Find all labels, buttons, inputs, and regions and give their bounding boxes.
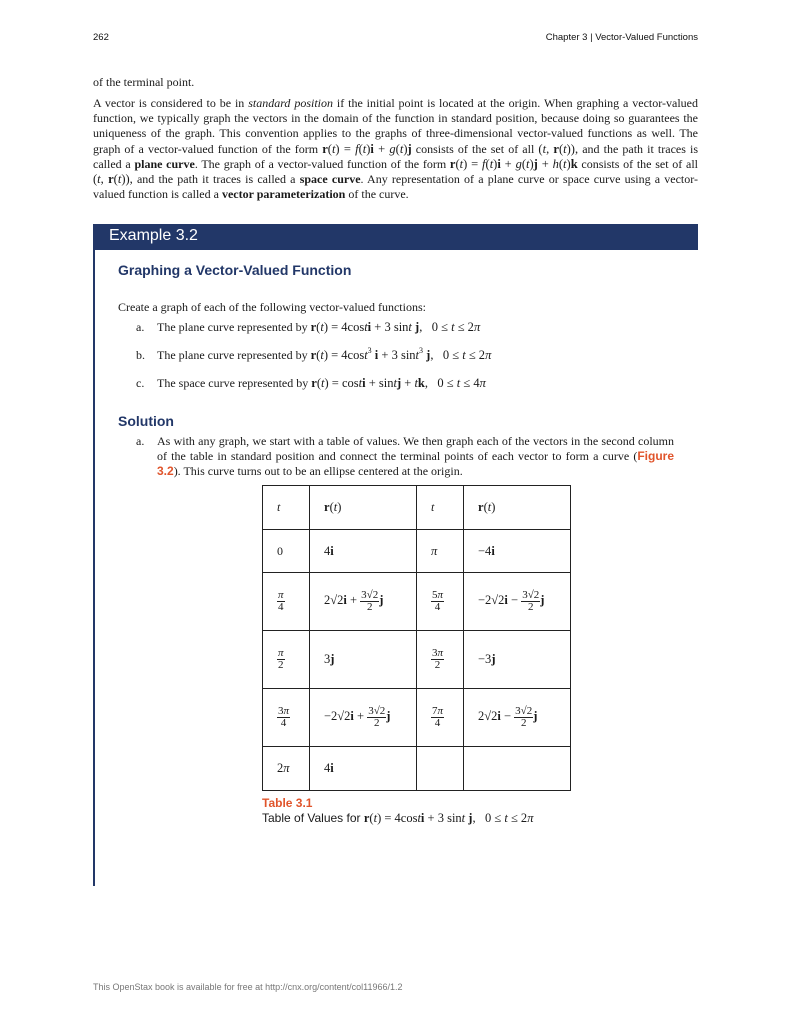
paragraph-continuation: of the terminal point. — [93, 75, 195, 89]
list-text: The plane curve represented by — [157, 320, 311, 334]
caption-text: Table of Values for — [262, 811, 364, 825]
list-item — [136, 320, 480, 335]
table-row — [263, 689, 571, 747]
math-space-form: r(t) = f(t)i + g(t)j + h(t)k — [449, 156, 578, 171]
cell-t: 0 — [263, 530, 310, 573]
term-plane-curve: plane curve — [134, 156, 195, 171]
table-row — [263, 747, 571, 791]
text: ). This curve turns out to be an ellipse centered at the origin. — [173, 464, 463, 478]
table-caption-label: Table 3.1 — [262, 796, 313, 810]
caption-math: r(t) = 4costi + 3 sint j, 0 ≤ t ≤ 2π — [363, 811, 534, 825]
cell-r: −4i — [464, 530, 571, 573]
solution-text — [157, 434, 674, 479]
list-label: a. — [136, 434, 145, 448]
cell-r — [464, 747, 571, 791]
math-expression: r(t) = 4cost$^3$ i + 3 sint$^3$ j, 0 ≤ t ≤ 2π — [310, 346, 492, 362]
cell-t: $\frac{5\pi}{4}$ — [417, 573, 464, 631]
table-row — [263, 573, 571, 631]
list-label: a. — [136, 320, 145, 334]
cell-r: 4i — [310, 530, 417, 573]
math-expression: r(t) = 4costi + 3 sint j, 0 ≤ t ≤ 2π — [310, 320, 481, 334]
cell-t: $\frac{7\pi}{4}$ — [417, 689, 464, 747]
table-row — [263, 631, 571, 689]
list-item — [136, 348, 491, 363]
term-vector-parameterization: vector parameterization — [221, 187, 346, 202]
header-cell: r(t) — [310, 486, 417, 530]
cell-r: 2√2i + $\frac{3√2}{2}$ j — [310, 573, 417, 631]
chapter-title: Chapter 3 | Vector-Valued Functions — [545, 32, 698, 43]
cell-r: 3j — [310, 631, 417, 689]
example-left-rule — [93, 250, 95, 886]
list-label: c. — [136, 376, 145, 390]
math-plane-form: r(t) = f(t)i + g(t)j — [322, 141, 412, 156]
text: . The graph of a vector-valued function of the form — [194, 156, 450, 171]
cell-t: 2π — [263, 747, 310, 791]
list-item — [136, 376, 486, 391]
list-label: b. — [136, 348, 145, 362]
page-footer: This OpenStax book is available for free at http://cnx.org/content/col11966/1.2 — [93, 982, 403, 992]
list-text: The plane curve represented by — [157, 348, 311, 362]
text: if the initial point is located at the origin. When graphing a vector-valued function, we typically graph the vectors in the domain of the function in standard position, because doing so guarantees the uniqueness of the graph. This convention applies to the graphs of three-dimensional vector-valued functions as well. The graph of a vector-valued function of the form — [93, 96, 699, 156]
cell-r: −2√2i + $\frac{3√2}{2}$ j — [310, 689, 417, 747]
text: and the path it traces is called a — [93, 141, 699, 171]
paragraph-standard-position — [93, 96, 698, 202]
text: consists of the set of all — [411, 141, 539, 156]
cell-r: −3j — [464, 631, 571, 689]
cell-r: 2√2i − $\frac{3√2}{2}$ j — [464, 689, 571, 747]
cell-r: −2√2i − $\frac{3√2}{2}$ j — [464, 573, 571, 631]
term-standard-position: standard position — [248, 96, 333, 110]
solution-heading: Solution — [118, 413, 174, 429]
example-intro: Create a graph of each of the following vector-valued functions: — [118, 300, 426, 314]
cell-t: $\frac{3\pi}{2}$ — [417, 631, 464, 689]
table-caption — [262, 811, 533, 826]
example-subtitle: Graphing a Vector-Valued Function — [118, 262, 352, 278]
cell-t — [417, 747, 464, 791]
example-header — [93, 224, 698, 250]
text: of the curve. — [345, 187, 409, 202]
page-number: 262 — [93, 32, 109, 43]
term-space-curve: space curve — [299, 172, 361, 187]
table-header-row — [263, 486, 571, 530]
text: and the path it traces is called a — [132, 172, 300, 187]
text: As with any graph, we start with a table of values. We then graph each of the vectors in the second column of the table in standard position and connect the terminal points of each vector to form a curve ( — [157, 434, 674, 463]
math-set: (t, r(t)), — [538, 141, 579, 156]
figure-link[interactable]: Figure 3.2 — [157, 449, 674, 478]
text: . Any representation of a plane curve or space curve using a vector-valued function is called a — [93, 172, 699, 202]
header-cell: t — [417, 486, 464, 530]
cell-t: $\frac{\pi}{4}$ — [263, 573, 310, 631]
example-title: Example 3.2 — [109, 227, 198, 244]
solution-item-a — [136, 434, 674, 479]
text: A vector is considered to be in — [93, 96, 249, 110]
text: consists of the set of all — [577, 156, 698, 171]
cell-t: π — [417, 530, 464, 573]
cell-t: $\frac{3\pi}{4}$ — [263, 689, 310, 747]
math-expression: r(t) = costi + sintj + tk, 0 ≤ t ≤ 4π — [311, 376, 486, 390]
math-set: (t, r(t)), — [93, 172, 133, 187]
header-cell: r(t) — [464, 486, 571, 530]
cell-r: 4i — [310, 747, 417, 791]
table-row — [263, 530, 571, 573]
values-table — [262, 485, 571, 791]
list-text: The space curve represented by — [157, 376, 312, 390]
cell-t: $\frac{\pi}{2}$ — [263, 631, 310, 689]
header-cell: t — [263, 486, 310, 530]
